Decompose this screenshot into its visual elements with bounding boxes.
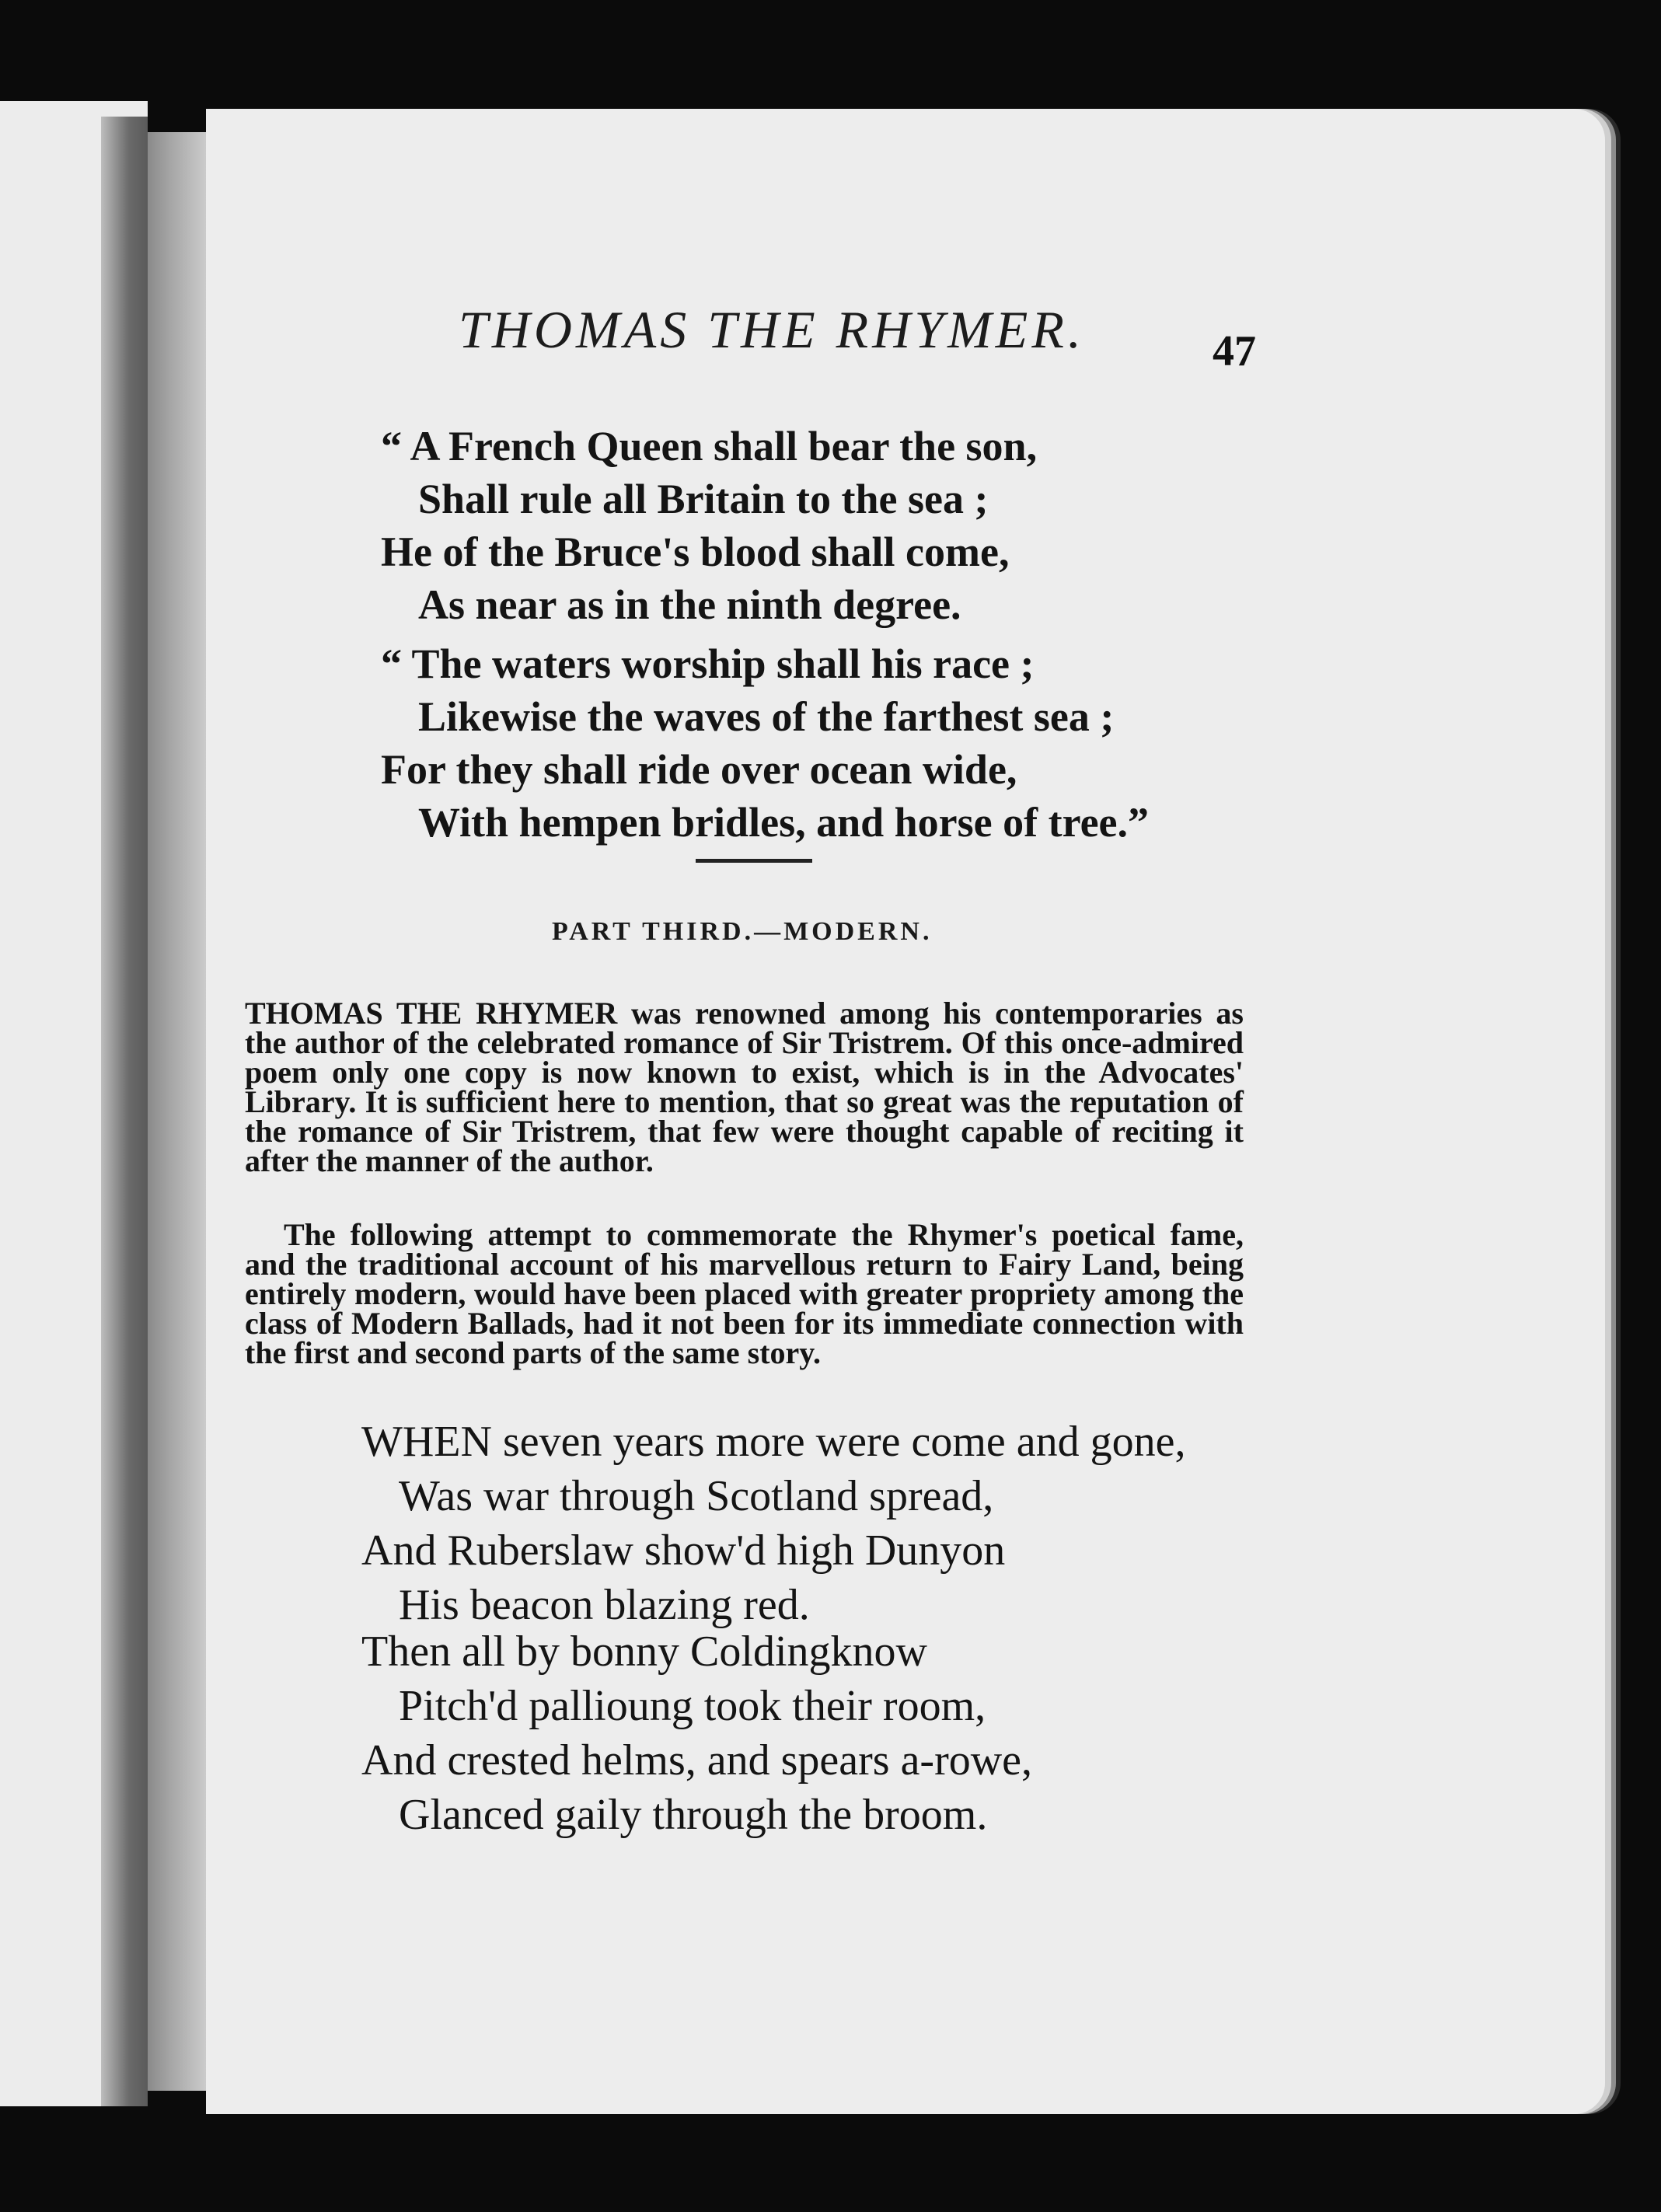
verse-line: Was war through Scotland spread, (399, 1472, 994, 1520)
section-title: PART THIRD.—MODERN. (552, 917, 933, 946)
verse-line: “ A French Queen shall bear the son, (381, 423, 1038, 469)
verse-line: His beacon blazing red. (399, 1581, 810, 1629)
verse-line: With hempen bridles, and horse of tree.” (418, 799, 1150, 846)
left-page-shadow (101, 117, 148, 2106)
verse-line: Then all by bonny Coldingknow (361, 1628, 927, 1676)
intro-paragraph-2: The following attempt to commemorate the Rhymer's poetical fame, and the traditional account of his marvellous return to Fairy Land, being entirely modern, would have been placed with greater propriety among the class of Modern Ballads, had it not been for its immediate connection with the first and second parts of the same story. (245, 1217, 1244, 1370)
verse-line: Pitch'd pallioung took their room, (399, 1682, 986, 1730)
stanza-top-1 (381, 420, 1037, 631)
running-header-title: THOMAS THE RHYMER. (459, 300, 1085, 359)
verse-line: And crested helms, and spears a-rowe, (361, 1736, 1033, 1785)
verse-line: He of the Bruce's blood shall come, (381, 529, 1010, 575)
verse-line: As near as in the ninth degree. (418, 581, 961, 628)
verse-line: Glanced gaily through the broom. (399, 1791, 988, 1839)
stanza-top-2 (381, 637, 1149, 849)
verse-line: And Ruberslaw show'd high Dunyon (361, 1526, 1006, 1575)
verse-line: Shall rule all Britain to the sea ; (418, 476, 989, 522)
verse-line: “ The waters worship shall his race ; (381, 640, 1035, 687)
book-gutter (148, 132, 210, 2091)
stanza-bottom-2 (361, 1624, 1032, 1842)
verse-line: For they shall ride over ocean wide, (381, 746, 1017, 793)
section-divider (696, 859, 812, 863)
verse-line: WHEN seven years more were come and gone, (361, 1418, 1186, 1466)
stanza-bottom-1 (361, 1415, 1185, 1632)
verse-line: Likewise the waves of the farthest sea ; (418, 693, 1115, 740)
intro-paragraph-1: THOMAS THE RHYMER was renowned among his contemporaries as the author of the celebrated romance of Sir Tristrem. Of this once-admired poem only one copy is now known to exist, which is in the Advocates' Library. It is sufficient here to mention, that so great was the reputation of the romance of Sir Tristrem, that few were thought capable of reciting it after the manner of the author. (245, 996, 1244, 1178)
page-number: 47 (1213, 327, 1256, 375)
